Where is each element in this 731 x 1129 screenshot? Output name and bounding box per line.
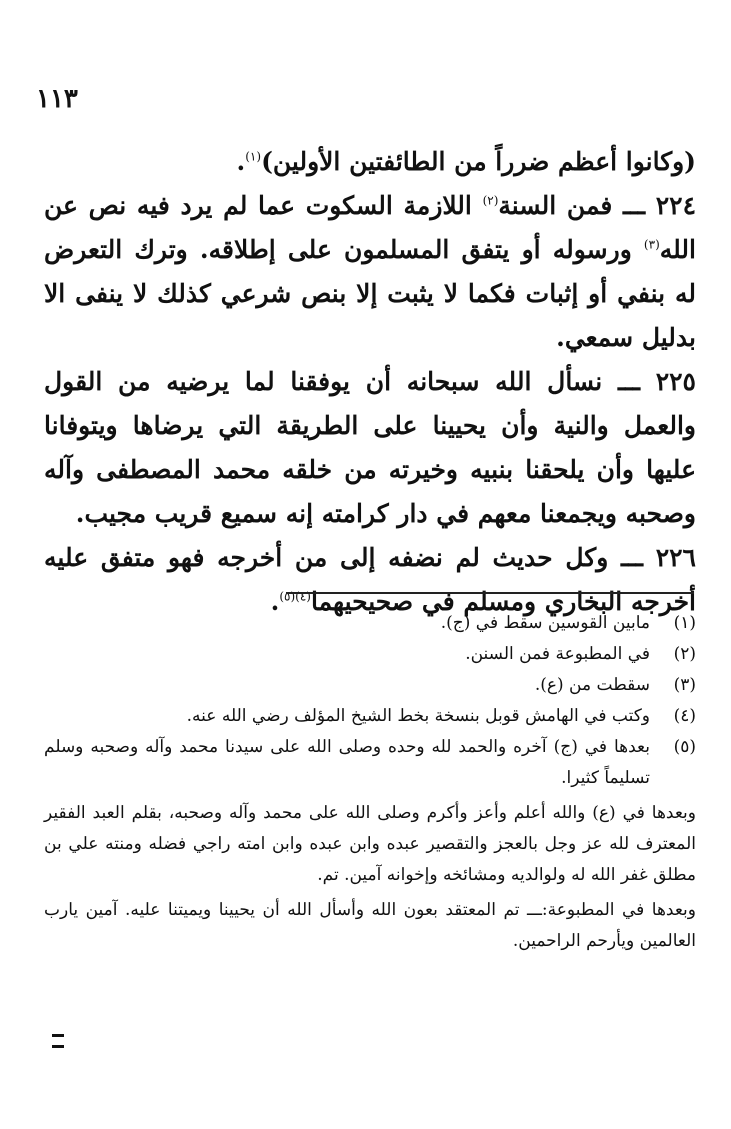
paragraph-intro xyxy=(44,140,696,184)
footnote-ref: (٣) xyxy=(643,237,660,252)
footnote-number: (٢) xyxy=(673,644,696,664)
footnote-separator xyxy=(286,592,694,594)
footnote-item xyxy=(44,639,696,670)
paragraph-text: اللازمة السكوت عما لم يرد فيه نص عن الله xyxy=(44,191,696,264)
footnote-ref: (٢) xyxy=(482,193,499,208)
main-text xyxy=(44,134,696,624)
footnotes xyxy=(44,608,696,957)
footnote-item xyxy=(44,608,696,639)
footnote-text: سقطت من (ع). xyxy=(534,675,650,695)
paragraph-number: ٢٢٥ xyxy=(655,367,696,396)
paragraph-number: ٢٢٤ xyxy=(655,191,697,220)
paragraph-225 xyxy=(44,360,696,536)
footnote-number: (٥) xyxy=(673,737,696,757)
dash: ـــ xyxy=(608,543,656,572)
footnote-item xyxy=(44,701,696,732)
paragraph-224 xyxy=(44,184,696,360)
end-of-page-mark xyxy=(52,1034,64,1048)
page-number: ١١٣ xyxy=(36,84,78,114)
footnote-text: مابين القوسين سقط في (ج). xyxy=(440,613,650,633)
paragraph-text: نسأل الله سبحانه أن يوفقنا لما يرضيه من القول والعمل والنية وأن يحيينا على الطريقة التي يرضاها ويتوفانا عليها وأن يلحقنا بنبيه وخيرته من خلقه محمد المصطفى وآله وصحبه ويجمعنا معهم في دار كرامته إنه سميع قريب مجيب. xyxy=(44,367,696,528)
paragraph-intro-text: (وكانوا أعظم ضرراً من الطائفتين الأولين) xyxy=(261,147,696,176)
footnote-ref: (٤)(٥) xyxy=(279,589,311,604)
footnote-item xyxy=(44,732,696,794)
footnote-continuation: وبعدها في المطبوعة:ـــ تم المعتقد بعون الله وأسأل الله أن يحيينا ويميتنا عليه. آمين يارب العالمين ويأرحم الراحمين. xyxy=(44,900,696,951)
footnote-text: في المطبوعة فمن السنن. xyxy=(465,644,650,664)
dash: ـــ xyxy=(602,367,656,396)
paragraph-text: وكل حديث لم نضفه إلى من أخرجه فهو متفق عليه أخرجه البخاري ومسلم في صحيحيهما xyxy=(44,543,696,616)
paragraph-text: ورسوله أو يتفق المسلمون على إطلاقه. وترك التعرض له بنفي أو إثبات فكما لا يثبت إلا بنص شرعي كذلك لا ينفى الا بدليل سمعي. xyxy=(44,235,696,352)
footnote-number: (١) xyxy=(673,613,696,633)
footnote-continuation: وبعدها في (ع) والله أعلم وأعز وأكرم وصلى الله على محمد وآله وصحبه، بقلم العبد الفقير المعترف لله عز وجل بالعجز والتقصير عبده وابن عبده وابن امته راجي فضله ومنته علي بن مطلق غفر الله له ولوالديه ومشائخه وإخوانه آمين. تم. xyxy=(44,803,696,885)
dash: ـــ xyxy=(612,191,656,220)
footnote-item xyxy=(44,670,696,701)
paragraph-end: . xyxy=(236,147,246,176)
footnote-ref: (١) xyxy=(245,149,262,164)
footnote-text: بعدها في (ج) آخره والحمد لله وحده وصلى الله على سيدنا محمد وآله وصحبه وسلم تسليماً كثيرا. xyxy=(44,737,650,788)
paragraph-end: . xyxy=(270,587,280,616)
footnote-number: (٤) xyxy=(673,706,696,726)
footnote-number: (٣) xyxy=(673,675,696,695)
paragraph-number: ٢٢٦ xyxy=(655,543,696,572)
paragraph-text: فمن السنة xyxy=(498,191,613,220)
footnote-text: وكتب في الهامش قوبل بنسخة بخط الشيخ المؤلف رضي الله عنه. xyxy=(186,706,650,726)
